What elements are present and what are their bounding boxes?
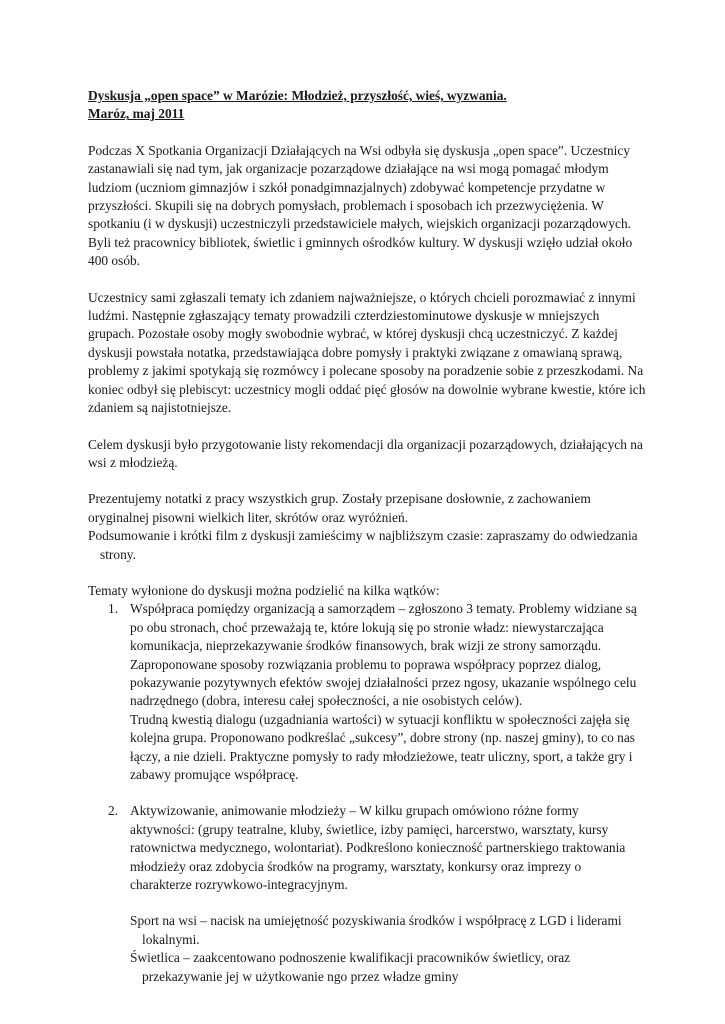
document-date-location: Maróz, maj 2011: [88, 106, 185, 122]
list-item: [88, 802, 646, 986]
list-item: [88, 600, 646, 784]
topic-extra: Trudną kwestią dialogu (uzgadniania wartości) w sytuacji konfliktu w społeczności zajęła się kolejna grupa. Proponowano podkreślać „sukcesy”, dobre strony (np. naszej gminy), to co nas łączy, a nie dzieli. Praktyczne pomysły to rady młodzieżowe, teatr uliczny, sport, a także gry i zabawy promujące współpracę.: [130, 711, 635, 782]
list-item-number: 2.: [108, 803, 119, 819]
notes-paragraph: Prezentujemy notatki z pracy wszystkich grup. Zostały przepisane dosłownie, z zachowaniem oryginalnej pisowni wielkich liter, skrótów oraz wyróżnień.: [88, 491, 591, 525]
topic-text: Aktywizowanie, animowanie młodzieży – W kilku grupach omówiono różne formy aktywności: (grupy teatralne, kluby, świetlice, izby pamięci, harcerstwo, warsztaty, kursy ratownictwa medycznego, wolontariat). Podkreślono konieczność partnerskiego traktowania młodzieży oraz zdobycia środków na programy, warsztaty, konkursy oraz imprezy o charakterze rozrywkowo-integracyjnym.: [130, 803, 626, 893]
topic-text: Współpraca pomiędzy organizacją a samorządem – zgłoszono 3 tematy. Problemy widziane są po obu stronach, choć przeważają te, które lokują się po stronie władz: niewystarczająca komunikacja, nieprzekazywanie środków finansowych, brak wizji ze strony samorządu. Zaproponowane sposoby rozwiązania problemu to poprawa współpracy poprzez dialog, pokazywanie pozytywnych efektów swojej działalności przez ngosy, ukazanie wspólnego celu nadrzędnego (dobra, interesu całej społeczności, a nie osobistych celów).: [130, 601, 637, 709]
method-paragraph: Uczestnicy sami zgłaszali tematy ich zdaniem najważniejsze, o których chcieli porozmawiać z innymi ludźmi. Następnie zgłaszający tematy prowadzili czterdziestominutowe dyskusje w mniejszych grupach. Pozostałe osoby mogły swobodnie wybrać, w której dyskusji chcą uczestniczyć. Z każdej dyskusji powstała notatka, przedstawiająca dobre pomysły i praktyki związane z omawianą sprawą, problemy z jakimi spotykają się rozmówcy i polecane sposoby na poradzenie sobie z przeszkodami. Na koniec odbył się plebiscyt: uczestnicy mogli oddać pięć głosów na dowolnie wybrane kwestie, które ich zdaniem są najistotniejsze.: [88, 289, 646, 416]
topics-intro: Tematy wyłonione do dyskusji można podzielić na kilka wątków:: [88, 582, 440, 598]
topic-sub-swietlica: Świetlica – zaakcentowano podnoszenie kwalifikacji pracowników świetlicy, oraz przekazywanie jej w użytkowanie ngo przez władze gminy: [130, 950, 571, 984]
list-item-number: 1.: [108, 601, 119, 617]
intro-paragraph: Podczas X Spotkania Organizacji Działających na Wsi odbyła się dyskusja „open space”. Uczestnicy zastanawiali się nad tym, jak organizacje pozarządowe działające na wsi mogą pomagać młodym ludziom (uczniom gimnazjów i szkół ponadgimnazjalnych) zdobywać kompetencje przydatne w przyszłości. Skupili się na dobrych pomysłach, problemach i sposobach ich przezwyciężenia. W spotkaniu (i w dyskusji) uczestniczyli przedstawiciele małych, wiejskich organizacji pozarządowych. Byli też pracownicy bibliotek, świetlic i gminnych ośrodków kultury. W dyskusji wzięło udział około 400 osób.: [88, 142, 633, 269]
topics-list: [88, 600, 646, 986]
document-title: Dyskusja „open space” w Marózie: Młodzież, przyszłość, wieś, wyzwania.: [88, 88, 507, 103]
goal-paragraph: Celem dyskusji było przygotowanie listy rekomendacji dla organizacji pozarządowych, działających na wsi z młodzieżą.: [88, 436, 643, 470]
summary-paragraph: Podsumowanie i krótki film z dyskusji zamieścimy w najbliższym czasie: zapraszamy do odwiedzania strony.: [88, 528, 638, 562]
topic-sub-sport: Sport na wsi – nacisk na umiejętność pozyskiwania środków i współpracę z LGD i liderami lokalnymi.: [130, 913, 622, 947]
document-page: [88, 87, 646, 986]
